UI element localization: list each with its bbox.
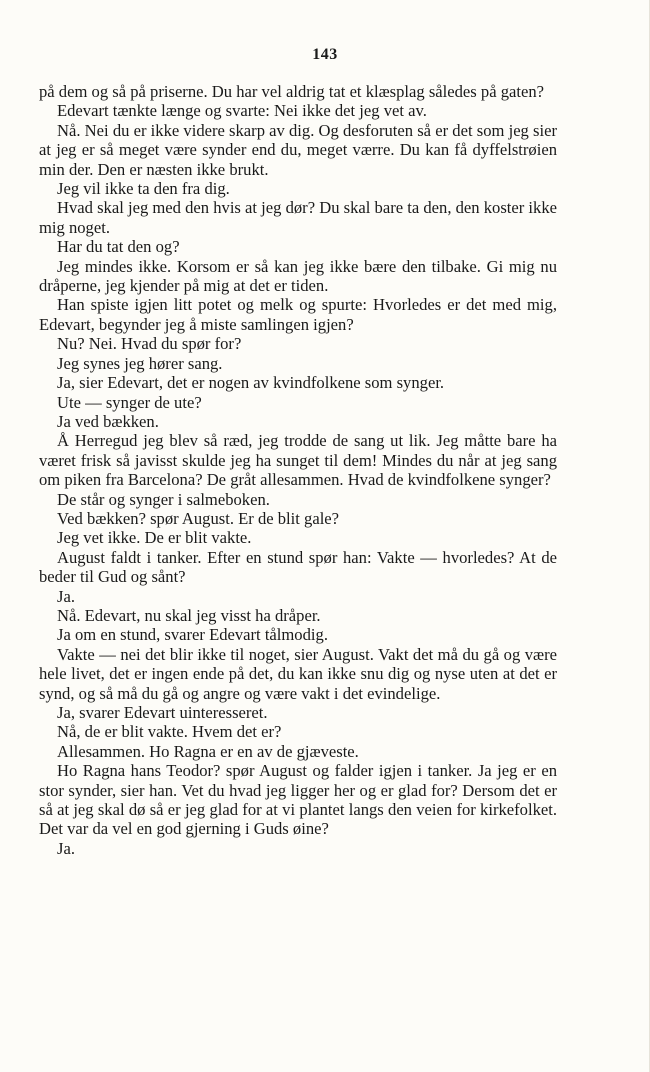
paragraph: Ved bækken? spør August. Er de blit gale? (57, 508, 340, 528)
paragraph: De står og synger i salmeboken. (57, 489, 270, 509)
paragraph: Har du tat den og? (57, 237, 180, 257)
paragraph: August faldt i tanker. Efter en stund spør han: Vakte — hvorledes? At de beder til Gud og sånt? (39, 547, 557, 587)
paragraph: på dem og så på priserne. Du har vel aldrig tat et klæsplag således på gaten? (39, 82, 545, 101)
paragraph: Nå, de er blit vakte. Hvem det er? (57, 722, 282, 742)
paragraph: Ja. (57, 586, 75, 606)
paragraph: Han spiste igjen litt potet og melk og spurte: Hvorledes er det med mig, Edevart, begynder jeg å miste samlingen igjen? (39, 295, 557, 334)
paragraph: Ute — synger de ute? (57, 392, 202, 412)
paragraph: Å Herregud jeg blev så ræd, jeg trodde de sang ut lik. Jeg måtte bare ha været frisk så javisst skulde jeg ha sunget til dem! Mindes du når at jeg sang om piken fra Barcelona? De gråt allesammen. Hvad de kvindfolkene synger? (39, 431, 557, 490)
paragraph: Vakte — nei det blir ikke til noget, sier August. Vakt det må du gå og være hele livet, det er ingen ende på det, du kan ikke snu dig og nyse uten at det er synd, og så må du gå og angre og være vakt i det evindelige. (39, 644, 557, 703)
body-text (39, 82, 557, 858)
paragraph: Jeg mindes ikke. Korsom er så kan jeg ikke bære den tilbake. Gi mig nu dråperne, jeg kjender på mig at det er tiden. (39, 256, 557, 296)
paragraph: Nå. Nei du er ikke videre skarp av dig. Og desforuten så er det som jeg sier at jeg er så meget være synder end du, meget værre. Du kan få dyffelstrøien min der. Den er næsten ikke brukt. (39, 120, 557, 179)
paragraph: Ja. (57, 838, 75, 858)
paragraph: Ja, svarer Edevart uinteresseret. (57, 703, 268, 722)
paragraph: Allesammen. Ho Ragna er en av de gjæveste. (57, 741, 359, 761)
paragraph: Ho Ragna hans Teodor? spør August og falder igjen i tanker. Ja jeg er en stor synder, sier han. Vet du hvad jeg ligger her og er glad for? Dersom det er så at jeg skal dø så er jeg glad for at vi plantet langs den veien for kirkefolket. Det var da vel en god gjerning i Guds øine? (39, 761, 557, 839)
paragraph: Ja om en stund, svarer Edevart tålmodig. (57, 625, 328, 645)
paragraph: Nå. Edevart, nu skal jeg visst ha dråper. (57, 605, 321, 625)
paragraph: Hvad skal jeg med den hvis at jeg dør? Du skal bare ta den, den koster ikke mig noget. (39, 198, 557, 237)
paragraph: Jeg synes jeg hører sang. (57, 353, 223, 373)
paragraph: Jeg vet ikke. De er blit vakte. (57, 528, 252, 548)
paragraph: Jeg vil ikke ta den fra dig. (57, 179, 230, 199)
paragraph: Nu? Nei. Hvad du spør for? (57, 334, 242, 354)
paragraph: Ja, sier Edevart, det er nogen av kvindfolkene som synger. (57, 373, 445, 393)
paragraph: Ja ved bækken. (57, 411, 159, 431)
page-number: 143 (312, 46, 338, 63)
paragraph: Edevart tænkte længe og svarte: Nei ikke det jeg vet av. (57, 101, 427, 121)
